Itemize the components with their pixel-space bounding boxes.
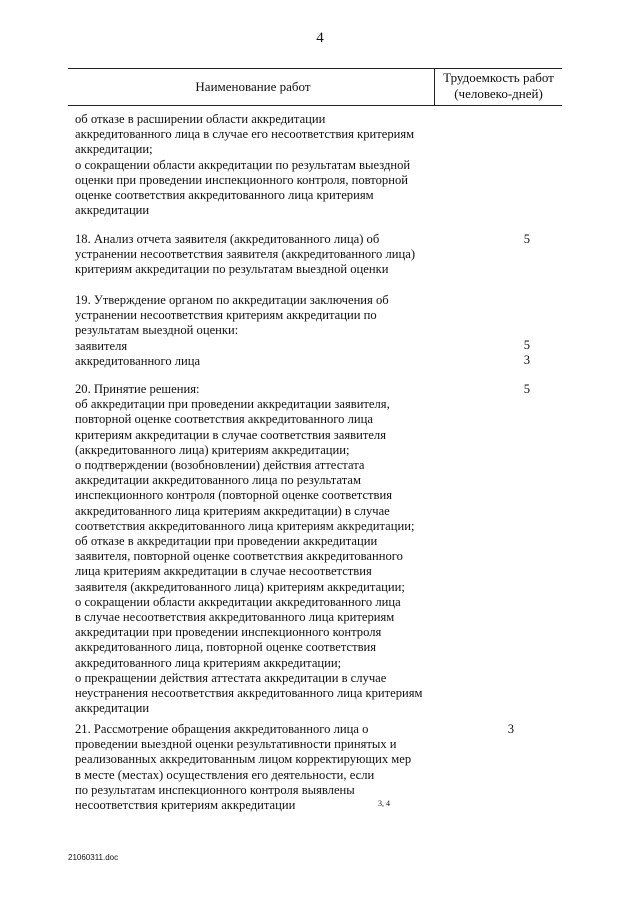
item-21-footnote-ref: 3, 4 xyxy=(378,799,390,808)
labor-intensity-header-line2: (человеко-дней) xyxy=(454,86,543,101)
item-21-value: 3 xyxy=(507,722,514,736)
item-18-value: 5 xyxy=(523,232,530,246)
labor-intensity-column-header xyxy=(435,70,562,102)
document-filename: 21060311.doc xyxy=(68,853,119,862)
continuation-text: об отказе в расширении области аккредитации аккредитованного лица в случае его несоответствия критериям аккредитации; о сокращении области аккредитации по результатам выездной оценки при проведении инспекционного контроля, повторной оценке соответствия аккредитованного лица критериям аккредитации xyxy=(75,112,415,218)
item-21 xyxy=(75,722,445,813)
item-19-text: 19. Утверждение органом по аккредитации заключения об устранении несоответствия критериям аккредитации по результатам выездной оценки: заявителя аккредитованного лица xyxy=(75,293,389,368)
page-number: 4 xyxy=(316,30,324,46)
item-20-value: 5 xyxy=(523,382,530,396)
table-header xyxy=(68,68,562,106)
item-21-text: 21. Рассмотрение обращения аккредитованного лица о проведении выездной оценки результативности принятых и реализованных аккредитованным лицом корректирующих мер в месте (местах) осуществления его деятельности, если по результатам инспекционного контроля выявлены несоответствия критериям аккредитации xyxy=(75,722,412,813)
item-19-accredited-value: 3 xyxy=(523,353,530,367)
works-name-column-header: Наименование работ xyxy=(195,79,311,94)
item-19-applicant-value: 5 xyxy=(523,338,530,352)
item-20-text: 20. Принятие решения: об аккредитации при проведении аккредитации заявителя, повторной оценке соответствия аккредитованного лица критериям аккредитации в случае соответствия заявителя (аккредитованного лица) критериям аккредитации; о подтверждении (возобновлении) действия аттестата аккредитации аккредитованного лица по результатам инспекционного контроля (повторной оценке соответствия аккредитованного лица критериям аккредитации) в случае соответствия аккредитованного лица критериям аккредитации; об отказе в аккредитации при проведении аккредитации заявителя, повторной оценке соответствия аккредитованного лица критериям аккредитации в случае несоответствия заявителя (аккредитованного лица) критериям аккредитации; о сокращении области аккредитации аккредитованного лица в случае несоответствия аккредитованного лица критериям аккредитации при проведении инспекционного контроля аккредитованного лица, повторной оценке соответствия аккредитованного лица критериям аккредитации; о прекращении действия аттестата аккредитации в случае неустранения несоответствия аккредитованного лица критериям аккредитации xyxy=(75,382,423,716)
item-18-text: 18. Анализ отчета заявителя (аккредитованного лица) об устранении несоответствия заявителя (аккредитованного лица) критериям аккредитации по результатам выездной оценки xyxy=(75,232,416,277)
labor-intensity-header-line1: Трудоемкость работ xyxy=(443,70,554,85)
